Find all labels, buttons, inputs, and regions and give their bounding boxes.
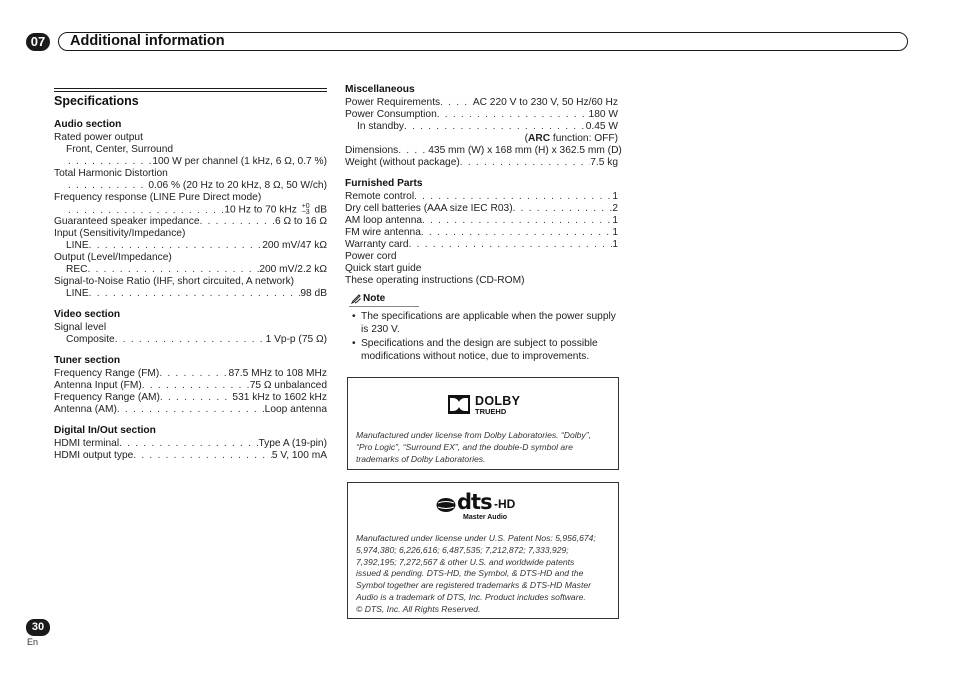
composite-label: Composite (66, 334, 115, 345)
dolby-line: trademarks of Dolby Laboratories. (356, 453, 486, 464)
weight-value: 7.5 kg (590, 157, 618, 168)
note-pencil-icon (351, 294, 361, 304)
furnished-section-heading: Furnished Parts (345, 178, 423, 189)
snr-line-value: 98 dB (300, 288, 327, 299)
dts-line: © DTS, Inc. All Rights Reserved. (356, 603, 481, 614)
standby-row (345, 121, 618, 133)
am-loop-label: AM loop antenna (345, 215, 423, 226)
power-consumption-value: 180 W (588, 109, 618, 120)
composite-value: 1 Vp-p (75 Ω) (265, 334, 327, 345)
fm-antenna-value: 75 Ω unbalanced (249, 380, 327, 391)
video-section-heading: Video section (54, 309, 121, 320)
note-bullet-2-line-1: Specifications and the design are subject to possible (361, 338, 598, 349)
specifications-title: Specifications (54, 94, 139, 108)
hdmi-terminal-row (54, 438, 327, 450)
dts-line: 7,392,195; 7,272,567 & other U.S. and worldwide patents (356, 556, 575, 567)
note-label: Note (363, 293, 386, 304)
dimensions-label: Dimensions (345, 145, 399, 156)
weight-row (345, 157, 618, 169)
warranty-value: 1 (612, 239, 618, 250)
dts-license-box (347, 482, 619, 619)
note-bullet-1-line-2: is 230 V. (361, 323, 400, 335)
dts-line: Manufactured under license under U.S. Patent Nos: 5,956,674; (356, 533, 596, 543)
remote-value: 1 (612, 191, 618, 202)
dts-logo-hd: -HD (494, 497, 516, 511)
dts-line: Symbol together are registered trademarks & DTS-HD Master (356, 580, 591, 591)
misc-section-heading: Miscellaneous (345, 84, 415, 95)
frequency-unit: dB (314, 204, 327, 216)
output-rec-value: 200 mV/2.2 kΩ (259, 264, 327, 275)
hdmi-output-label: HDMI output type (54, 450, 134, 461)
dolby-line: Manufactured under license from Dolby Laboratories. “Dolby”, (356, 430, 592, 440)
snr-line-row (54, 288, 327, 300)
am-antenna-row (54, 404, 327, 416)
frequency-response-label: Frequency response (LINE Pure Direct mode) (54, 192, 262, 203)
dolby-logo-word: DOLBY (475, 394, 521, 408)
power-requirements-label: Power Requirements (345, 97, 441, 108)
rated-power-row (54, 156, 327, 168)
chapter-number: 07 (26, 33, 50, 51)
am-range-label: Frequency Range (AM) (54, 392, 160, 403)
power-cord-item: Power cord (345, 251, 397, 262)
dts-license-text (356, 533, 610, 616)
note-bullet-1-line-1: The specifications are applicable when the power supply (361, 311, 616, 322)
standby-label: In standby (357, 121, 405, 132)
page-title: Additional information (70, 33, 225, 49)
power-requirements-value: AC 220 V to 230 V, 50 Hz/60 Hz (472, 97, 618, 108)
am-loop-value: 1 (612, 215, 618, 226)
power-requirements-row (345, 97, 618, 109)
composite-row (54, 334, 327, 346)
tuner-section-heading: Tuner section (54, 355, 121, 366)
input-label: Input (Sensitivity/Impedance) (54, 228, 186, 239)
dts-logo (436, 490, 536, 524)
fm-range-value: 87.5 MHz to 108 MHz (228, 368, 327, 379)
snr-line-label: LINE (66, 288, 89, 299)
audio-section-heading: Audio section (54, 119, 122, 130)
bullet-icon: • (352, 338, 356, 349)
rated-power-value: 100 W per channel (1 kHz, 6 Ω, 0.7 %) (152, 156, 327, 167)
hdmi-output-value: 5 V, 100 mA (271, 450, 327, 461)
remote-row (345, 191, 618, 203)
am-antenna-value: Loop antenna (264, 404, 327, 415)
language-code: En (27, 637, 39, 647)
dts-line: 5,974,380; 6,226,616; 6,487,535; 7,212,872; 7,333,929; (356, 544, 569, 555)
snr-label: Signal-to-Noise Ratio (IHF, short circuited, A network) (54, 276, 295, 287)
instructions-item: These operating instructions (CD-ROM) (345, 275, 525, 286)
rated-power-label: Rated power output (54, 132, 143, 143)
input-line-row (54, 240, 327, 252)
input-line-value: 200 mV/47 kΩ (262, 240, 327, 251)
dolby-license-box (347, 377, 619, 470)
page-number: 30 (26, 619, 50, 636)
power-consumption-label: Power Consumption (345, 109, 437, 120)
speaker-impedance-value: 6 Ω to 16 Ω (274, 216, 327, 227)
am-range-row (54, 392, 327, 404)
remote-label: Remote control (345, 191, 415, 202)
frequency-value-text: 10 Hz to 70 kHz (224, 204, 297, 216)
dolby-double-d-icon (448, 395, 470, 414)
output-label: Output (Level/Impedance) (54, 252, 172, 263)
specifications-right-column (345, 83, 622, 363)
note-header (345, 293, 618, 307)
fm-antenna-label: Antenna Input (FM) (54, 380, 142, 391)
warranty-row (345, 239, 618, 251)
dts-symbol-icon (436, 497, 456, 513)
hdmi-output-row (54, 450, 327, 462)
channels-label: Front, Center, Surround (66, 144, 174, 155)
note-bullet-1 (345, 311, 618, 336)
frequency-response-value (224, 204, 327, 217)
fm-wire-label: FM wire antenna (345, 227, 421, 238)
am-range-value: 531 kHz to 1602 kHz (232, 392, 327, 403)
quick-start-item: Quick start guide (345, 263, 422, 274)
arc-note-rest: function: OFF) (550, 133, 618, 144)
speaker-impedance-label: Guaranteed speaker impedance (54, 216, 200, 227)
fm-range-row (54, 368, 327, 380)
standby-value: 0.45 W (585, 121, 618, 132)
dts-logo-sub: Master Audio (463, 514, 508, 521)
dolby-line: “Pro Logic”, “Surround EX”, and the double-D symbol are (356, 441, 573, 452)
note-rule (349, 306, 419, 307)
dimensions-row (345, 145, 622, 157)
am-loop-row (345, 215, 618, 227)
frequency-response-row (54, 204, 327, 216)
dts-logo-word: dts (457, 490, 492, 514)
power-consumption-row (345, 109, 618, 121)
batteries-label: Dry cell batteries (AAA size IEC R03) (345, 203, 513, 214)
arc-note (345, 133, 618, 145)
thd-row (54, 180, 327, 192)
dolby-license-text (356, 430, 610, 465)
section-rule (54, 91, 327, 92)
thd-label: Total Harmonic Distortion (54, 168, 168, 179)
note-bullet-2 (345, 338, 618, 363)
dimensions-value: 435 mm (W) x 168 mm (H) x 362.5 mm (D) (428, 145, 622, 156)
am-antenna-label: Antenna (AM) (54, 404, 117, 415)
weight-label: Weight (without package) (345, 157, 460, 168)
dts-line: Audio is a trademark of DTS, Inc. Product includes software. (356, 591, 586, 602)
specifications-left-column (54, 118, 327, 462)
input-line-label: LINE (66, 240, 89, 251)
plus-zero-minus-three-icon: +0 −3 (301, 203, 310, 216)
section-rule (54, 88, 327, 89)
dts-line: issued & pending. DTS-HD, the Symbol, & DTS-HD and the (356, 568, 584, 579)
batteries-value: 2 (612, 203, 618, 214)
hdmi-terminal-label: HDMI terminal (54, 438, 120, 449)
fm-wire-row (345, 227, 618, 239)
bullet-icon: • (352, 311, 356, 322)
arc-bold: ARC (527, 133, 551, 144)
speaker-impedance-row (54, 216, 327, 228)
digital-section-heading: Digital In/Out section (54, 425, 156, 436)
output-rec-label: REC (66, 264, 88, 275)
batteries-row (345, 203, 618, 215)
fm-antenna-row (54, 380, 327, 392)
thd-value: 0.06 % (20 Hz to 20 kHz, 8 Ω, 50 W/ch) (148, 180, 327, 191)
note-bullet-2-line-2: modifications without notice, due to improvements. (361, 350, 590, 362)
fm-wire-value: 1 (612, 227, 618, 238)
arc-note-open: ( (524, 133, 528, 144)
signal-level-label: Signal level (54, 322, 107, 333)
fm-range-label: Frequency Range (FM) (54, 368, 160, 379)
output-rec-row (54, 264, 327, 276)
hdmi-terminal-value: Type A (19-pin) (258, 438, 327, 449)
dolby-logo-sub: TRUEHD (475, 407, 507, 416)
warranty-label: Warranty card (345, 239, 409, 250)
